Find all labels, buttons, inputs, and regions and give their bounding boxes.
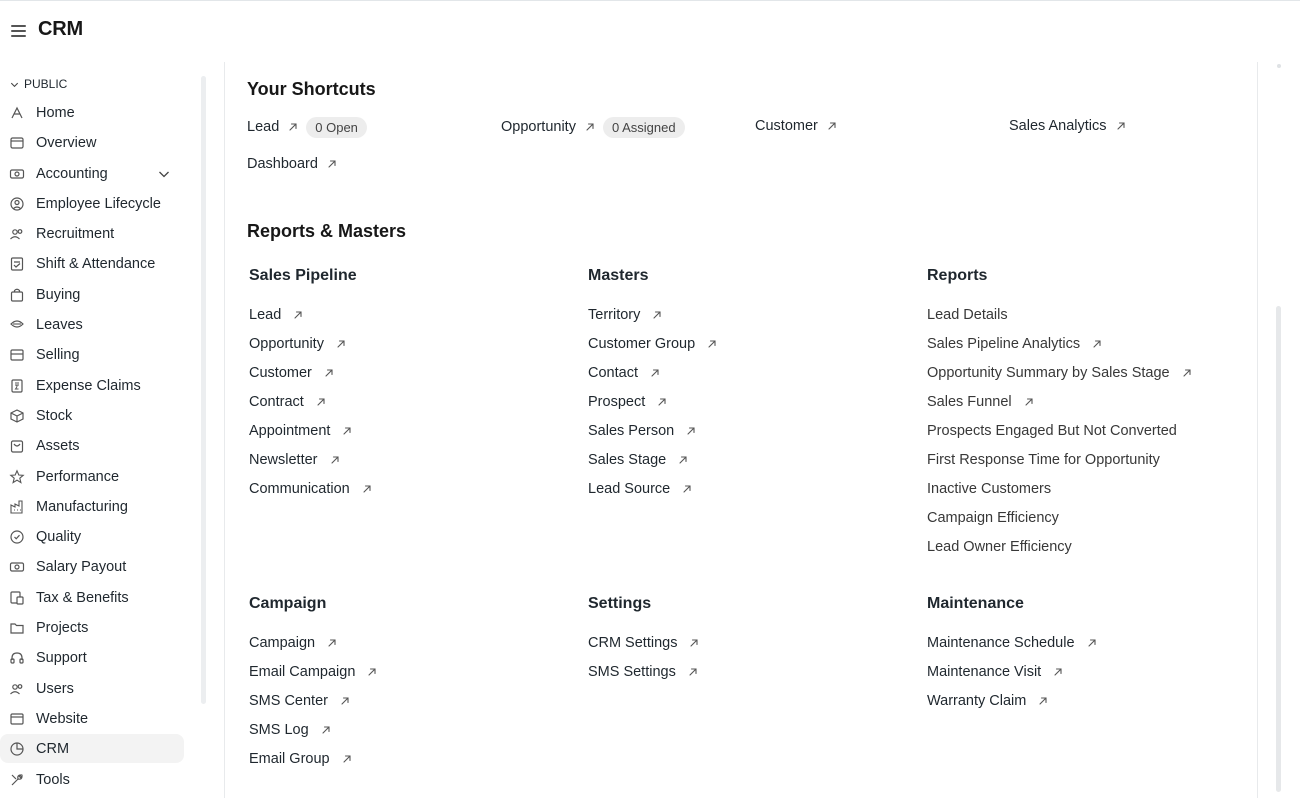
link-lead-details[interactable] xyxy=(927,304,1008,326)
users-icon xyxy=(8,680,26,698)
sidebar-item-label: Employee Lifecycle xyxy=(36,195,161,212)
link-sms-settings[interactable] xyxy=(588,661,698,683)
link-sales-pipeline-analytics[interactable] xyxy=(927,333,1102,355)
sidebar-item-salary-payout[interactable] xyxy=(0,552,184,581)
sidebar xyxy=(0,70,210,798)
link-label: SMS Log xyxy=(249,722,309,738)
arrow-up-right-icon xyxy=(650,368,660,378)
arrow-up-right-icon xyxy=(585,122,595,132)
link-label: Lead Details xyxy=(927,307,1008,323)
sidebar-item-expense-claims[interactable] xyxy=(0,371,184,400)
link-opportunity[interactable] xyxy=(249,333,346,355)
menu-icon[interactable] xyxy=(11,24,27,38)
expense-icon xyxy=(8,377,26,395)
attendance-icon xyxy=(8,255,26,273)
sidebar-item-label: Projects xyxy=(36,619,89,636)
shortcut-label: Lead xyxy=(247,119,280,135)
employee-icon xyxy=(8,195,26,213)
arrow-up-right-icon xyxy=(321,725,331,735)
link-sms-center[interactable] xyxy=(249,690,350,712)
crm-icon xyxy=(8,740,26,758)
factory-icon xyxy=(8,498,26,516)
shortcut-lead[interactable] xyxy=(247,115,367,139)
link-first-response-time-for-opportunity[interactable] xyxy=(927,449,1160,471)
reports-title: Reports & Masters xyxy=(247,221,407,241)
arrow-up-right-icon xyxy=(682,484,692,494)
link-opportunity-summary-by-sales-stage[interactable] xyxy=(927,362,1192,384)
chevron-down-icon xyxy=(9,79,20,90)
sidebar-item-label: Expense Claims xyxy=(36,377,141,394)
count-badge: 0 Assigned xyxy=(603,117,685,138)
sidebar-item-label: Support xyxy=(36,649,87,666)
sidebar-item-label: Selling xyxy=(36,346,80,363)
selling-icon xyxy=(8,346,26,364)
link-customer[interactable] xyxy=(249,362,334,384)
link-label: Prospect xyxy=(588,394,646,410)
card-title-sales-pipeline: Sales Pipeline xyxy=(249,267,357,284)
sidebar-item-label: Assets xyxy=(36,437,80,454)
sidebar-item-label: Stock xyxy=(36,407,73,424)
sidebar-item-overview[interactable] xyxy=(0,128,184,157)
shortcut-label: Opportunity xyxy=(501,119,576,135)
arrow-up-right-icon xyxy=(336,339,346,349)
link-label: Customer xyxy=(249,365,312,381)
arrow-up-right-icon xyxy=(689,638,699,648)
card-title-settings: Settings xyxy=(588,595,652,612)
link-label: Lead Owner Efficiency xyxy=(927,539,1072,555)
arrow-up-right-icon xyxy=(362,484,372,494)
link-label: Communication xyxy=(249,481,350,497)
sidebar-item-manufacturing[interactable] xyxy=(0,492,184,521)
sidebar-section-public[interactable] xyxy=(9,77,67,91)
link-label: Sales Pipeline Analytics xyxy=(927,336,1081,352)
link-label: Inactive Customers xyxy=(927,481,1052,497)
sidebar-item-label: CRM xyxy=(36,740,70,757)
home-icon xyxy=(8,104,26,122)
link-label: CRM Settings xyxy=(588,635,678,651)
link-sales-person[interactable] xyxy=(588,420,696,442)
link-label: Contact xyxy=(588,365,638,381)
stock-icon xyxy=(8,407,26,425)
accounting-icon xyxy=(8,165,26,183)
link-campaign-efficiency[interactable] xyxy=(927,507,1059,529)
link-newsletter[interactable] xyxy=(249,449,340,471)
sidebar-item-buying[interactable] xyxy=(0,280,184,309)
buying-icon xyxy=(8,286,26,304)
link-label: Campaign Efficiency xyxy=(927,510,1059,526)
sidebar-item-label: Overview xyxy=(36,134,97,151)
website-icon xyxy=(8,710,26,728)
arrow-up-right-icon xyxy=(827,121,837,131)
app-title: CRM xyxy=(38,18,83,40)
arrow-up-right-icon xyxy=(652,310,662,320)
link-crm-settings[interactable] xyxy=(588,632,699,654)
chevron-down-icon[interactable] xyxy=(157,167,171,181)
link-label: SMS Center xyxy=(249,693,328,709)
arrow-up-right-icon xyxy=(288,122,298,132)
link-campaign[interactable] xyxy=(249,632,337,654)
tools-icon xyxy=(8,771,26,789)
sidebar-item-label: Users xyxy=(36,680,74,697)
shortcut-label: Dashboard xyxy=(247,156,318,172)
shortcut-opportunity[interactable] xyxy=(501,115,685,139)
link-warranty-claim[interactable] xyxy=(927,690,1048,712)
link-lead-owner-efficiency[interactable] xyxy=(927,536,1072,558)
link-maintenance-visit[interactable] xyxy=(927,661,1063,683)
sidebar-item-label: Performance xyxy=(36,468,120,485)
overview-icon xyxy=(8,134,26,152)
link-label: Sales Person xyxy=(588,423,675,439)
link-label: Opportunity Summary by Sales Stage xyxy=(927,365,1170,381)
sidebar-item-label: Tools xyxy=(36,771,70,788)
arrow-up-right-icon xyxy=(1053,667,1063,677)
tax-icon xyxy=(8,589,26,607)
arrow-up-right-icon xyxy=(657,397,667,407)
link-label: Maintenance Schedule xyxy=(927,635,1075,651)
sidebar-item-assets[interactable] xyxy=(0,431,184,460)
link-appointment[interactable] xyxy=(249,420,352,442)
arrow-up-right-icon xyxy=(678,455,688,465)
arrow-up-right-icon xyxy=(1038,696,1048,706)
sidebar-item-label: Salary Payout xyxy=(36,558,127,575)
sidebar-item-label: Tax & Benefits xyxy=(36,589,129,606)
sidebar-item-label: Accounting xyxy=(36,165,108,182)
folder-icon xyxy=(8,619,26,637)
sidebar-item-label: Website xyxy=(36,710,89,727)
arrow-up-right-icon xyxy=(342,426,352,436)
sidebar-item-shift-attendance[interactable] xyxy=(0,249,184,278)
sidebar-item-support[interactable] xyxy=(0,643,184,672)
arrow-up-right-icon xyxy=(367,667,377,677)
arrow-up-right-icon xyxy=(342,754,352,764)
sidebar-item-selling[interactable] xyxy=(0,340,184,369)
arrow-up-right-icon xyxy=(1116,121,1126,131)
sidebar-item-website[interactable] xyxy=(0,704,184,733)
sidebar-scrollbar[interactable] xyxy=(201,76,206,704)
sidebar-item-employee-lifecycle[interactable] xyxy=(0,189,184,218)
link-label: Email Campaign xyxy=(249,664,356,680)
sidebar-item-tools[interactable] xyxy=(0,765,184,794)
link-customer-group[interactable] xyxy=(588,333,717,355)
arrow-up-right-icon xyxy=(327,638,337,648)
link-email-group[interactable] xyxy=(249,748,352,770)
quality-icon xyxy=(8,528,26,546)
count-badge: 0 Open xyxy=(306,117,367,138)
arrow-up-right-icon xyxy=(1087,638,1097,648)
sidebar-item-tax-benefits[interactable] xyxy=(0,583,184,612)
link-label: Lead Source xyxy=(588,481,671,497)
card-title-maintenance: Maintenance xyxy=(927,595,1024,612)
shortcut-sales-analytics[interactable] xyxy=(1009,114,1126,138)
link-label: Newsletter xyxy=(249,452,318,468)
sidebar-item-label: Buying xyxy=(36,286,81,303)
card-title-reports: Reports xyxy=(927,267,988,284)
sidebar-item-quality[interactable] xyxy=(0,522,184,551)
sidebar-item-users[interactable] xyxy=(0,674,184,703)
shortcut-label: Customer xyxy=(755,118,818,134)
shortcuts-title: Your Shortcuts xyxy=(247,79,376,99)
link-contact[interactable] xyxy=(588,362,660,384)
arrow-up-right-icon xyxy=(707,339,717,349)
link-label: Lead xyxy=(249,307,282,323)
sidebar-item-crm[interactable] xyxy=(0,734,184,763)
arrow-up-right-icon xyxy=(316,397,326,407)
link-lead[interactable] xyxy=(249,304,303,326)
link-contract[interactable] xyxy=(249,391,326,413)
recruitment-icon xyxy=(8,225,26,243)
link-label: Prospects Engaged But Not Converted xyxy=(927,423,1177,439)
link-communication[interactable] xyxy=(249,478,372,500)
link-territory[interactable] xyxy=(588,304,662,326)
arrow-up-right-icon xyxy=(340,696,350,706)
shortcut-customer[interactable] xyxy=(755,114,837,138)
arrow-up-right-icon xyxy=(330,455,340,465)
sidebar-item-label: Quality xyxy=(36,528,82,545)
link-maintenance-schedule[interactable] xyxy=(927,632,1097,654)
link-email-campaign[interactable] xyxy=(249,661,377,683)
sidebar-section-label: PUBLIC xyxy=(24,77,68,91)
main-divider-right xyxy=(1257,62,1258,798)
sidebar-item-label: Recruitment xyxy=(36,225,115,242)
link-label: SMS Settings xyxy=(588,664,676,680)
arrow-up-right-icon xyxy=(327,159,337,169)
assets-icon xyxy=(8,437,26,455)
link-label: Opportunity xyxy=(249,336,324,352)
link-prospects-engaged-but-not-converted[interactable] xyxy=(927,420,1177,442)
sidebar-item-label: Leaves xyxy=(36,316,83,333)
shortcut-dashboard[interactable] xyxy=(247,152,337,176)
arrow-up-right-icon xyxy=(686,426,696,436)
top-border xyxy=(0,0,1300,1)
sidebar-item-recruitment[interactable] xyxy=(0,219,184,248)
link-label: Maintenance Visit xyxy=(927,664,1042,680)
link-sms-log[interactable] xyxy=(249,719,331,741)
card-title-campaign: Campaign xyxy=(249,595,327,612)
link-label: Email Group xyxy=(249,751,330,767)
arrow-up-right-icon xyxy=(324,368,334,378)
link-label: Territory xyxy=(588,307,641,323)
sidebar-item-home[interactable] xyxy=(0,98,184,127)
sidebar-item-performance[interactable] xyxy=(0,462,184,491)
headset-icon xyxy=(8,649,26,667)
link-label: First Response Time for Opportunity xyxy=(927,452,1160,468)
link-prospect[interactable] xyxy=(588,391,667,413)
link-label: Campaign xyxy=(249,635,316,651)
sidebar-item-projects[interactable] xyxy=(0,613,184,642)
link-label: Sales Funnel xyxy=(927,394,1012,410)
sidebar-item-label: Manufacturing xyxy=(36,498,128,515)
link-sales-stage[interactable] xyxy=(588,449,688,471)
link-label: Appointment xyxy=(249,423,331,439)
main-scrollbar[interactable] xyxy=(1276,306,1281,792)
link-label: Sales Stage xyxy=(588,452,667,468)
card-title-masters: Masters xyxy=(588,267,649,284)
shortcut-label: Sales Analytics xyxy=(1009,118,1107,134)
star-icon xyxy=(8,468,26,486)
link-inactive-customers[interactable] xyxy=(927,478,1051,500)
link-label: Contract xyxy=(249,394,304,410)
sidebar-item-leaves[interactable] xyxy=(0,310,184,339)
link-lead-source[interactable] xyxy=(588,478,692,500)
scroll-indicator xyxy=(1277,64,1281,68)
arrow-up-right-icon xyxy=(1182,368,1192,378)
link-label: Warranty Claim xyxy=(927,693,1027,709)
sidebar-item-accounting[interactable] xyxy=(0,159,184,188)
link-label: Customer Group xyxy=(588,336,696,352)
sidebar-item-label: Home xyxy=(36,104,75,121)
arrow-up-right-icon xyxy=(1024,397,1034,407)
arrow-up-right-icon xyxy=(688,667,698,677)
main-divider-left xyxy=(224,62,225,798)
salary-icon xyxy=(8,558,26,576)
arrow-up-right-icon xyxy=(1092,339,1102,349)
link-sales-funnel[interactable] xyxy=(927,391,1034,413)
arrow-up-right-icon xyxy=(293,310,303,320)
sidebar-item-stock[interactable] xyxy=(0,401,184,430)
leaves-icon xyxy=(8,316,26,334)
sidebar-item-label: Shift & Attendance xyxy=(36,255,156,272)
